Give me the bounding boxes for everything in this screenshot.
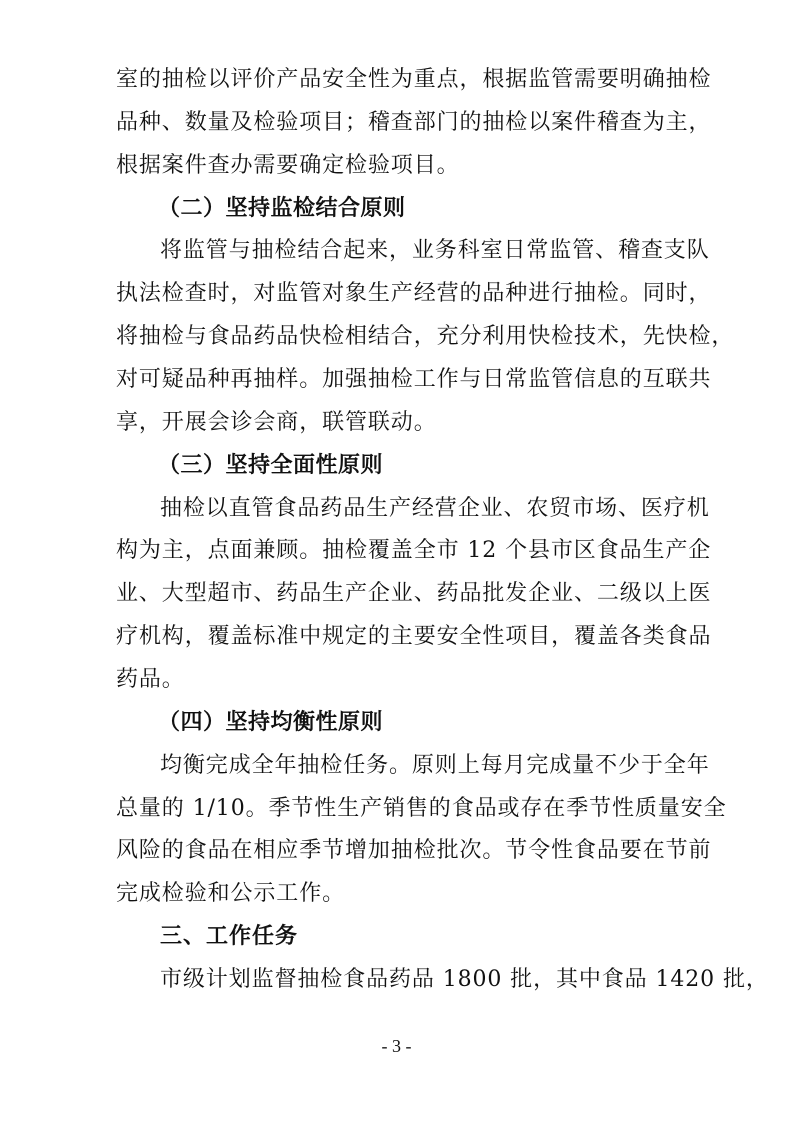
body-text-line: 药品。 (116, 667, 185, 692)
body-text-line: 业、大型超市、药品生产企业、药品批发企业、二级以上医 (116, 581, 712, 606)
body-text-line: 品种、数量及检验项目；稽查部门的抽检以案件稽查为主， (116, 110, 712, 135)
section-heading-2: （二）坚持监检结合原则 (158, 196, 406, 221)
body-text-line: 构为主，点面兼顾。抽检覆盖全市 12 个县市区食品生产企 (116, 538, 712, 563)
paragraph-first-line: 均衡完成全年抽检任务。原则上每月完成量不少于全年 (160, 753, 710, 778)
body-text-line: 将抽检与食品药品快检相结合，充分利用快检技术，先快检， (116, 324, 735, 349)
section-heading-4: （四）坚持均衡性原则 (158, 710, 384, 735)
body-text-line: 风险的食品在相应季节增加抽检批次。节令性食品要在节前 (116, 838, 712, 863)
body-text-line: 完成检验和公示工作。 (116, 881, 346, 906)
body-text-line: 疗机构，覆盖标准中规定的主要安全性项目，覆盖各类食品 (116, 624, 712, 649)
body-text-line: 享，开展会诊会商，联管联动。 (116, 410, 437, 435)
paragraph-first-line: 市级计划监督抽检食品药品 1800 批，其中食品 1420 批， (160, 967, 769, 992)
paragraph-first-line: 将监管与抽检结合起来，业务科室日常监管、稽查支队 (160, 238, 710, 263)
body-text-line: 根据案件查办需要确定检验项目。 (116, 153, 460, 178)
body-text-line: 总量的 1/10。季节性生产销售的食品或存在季节性质量安全 (116, 796, 727, 821)
paragraph-first-line: 抽检以直管食品药品生产经营企业、农贸市场、医疗机 (160, 496, 710, 521)
section-heading-main: 三、工作任务 (160, 924, 299, 949)
body-text-line: 室的抽检以评价产品安全性为重点，根据监管需要明确抽检 (116, 67, 712, 92)
body-text-line: 对可疑品种再抽样。加强抽检工作与日常监管信息的互联共 (116, 367, 712, 392)
page-number: - 3 - (381, 1036, 412, 1056)
body-text-line: 执法检查时，对监管对象生产经营的品种进行抽检。同时， (116, 281, 712, 306)
section-heading-3: （三）坚持全面性原则 (158, 453, 384, 478)
